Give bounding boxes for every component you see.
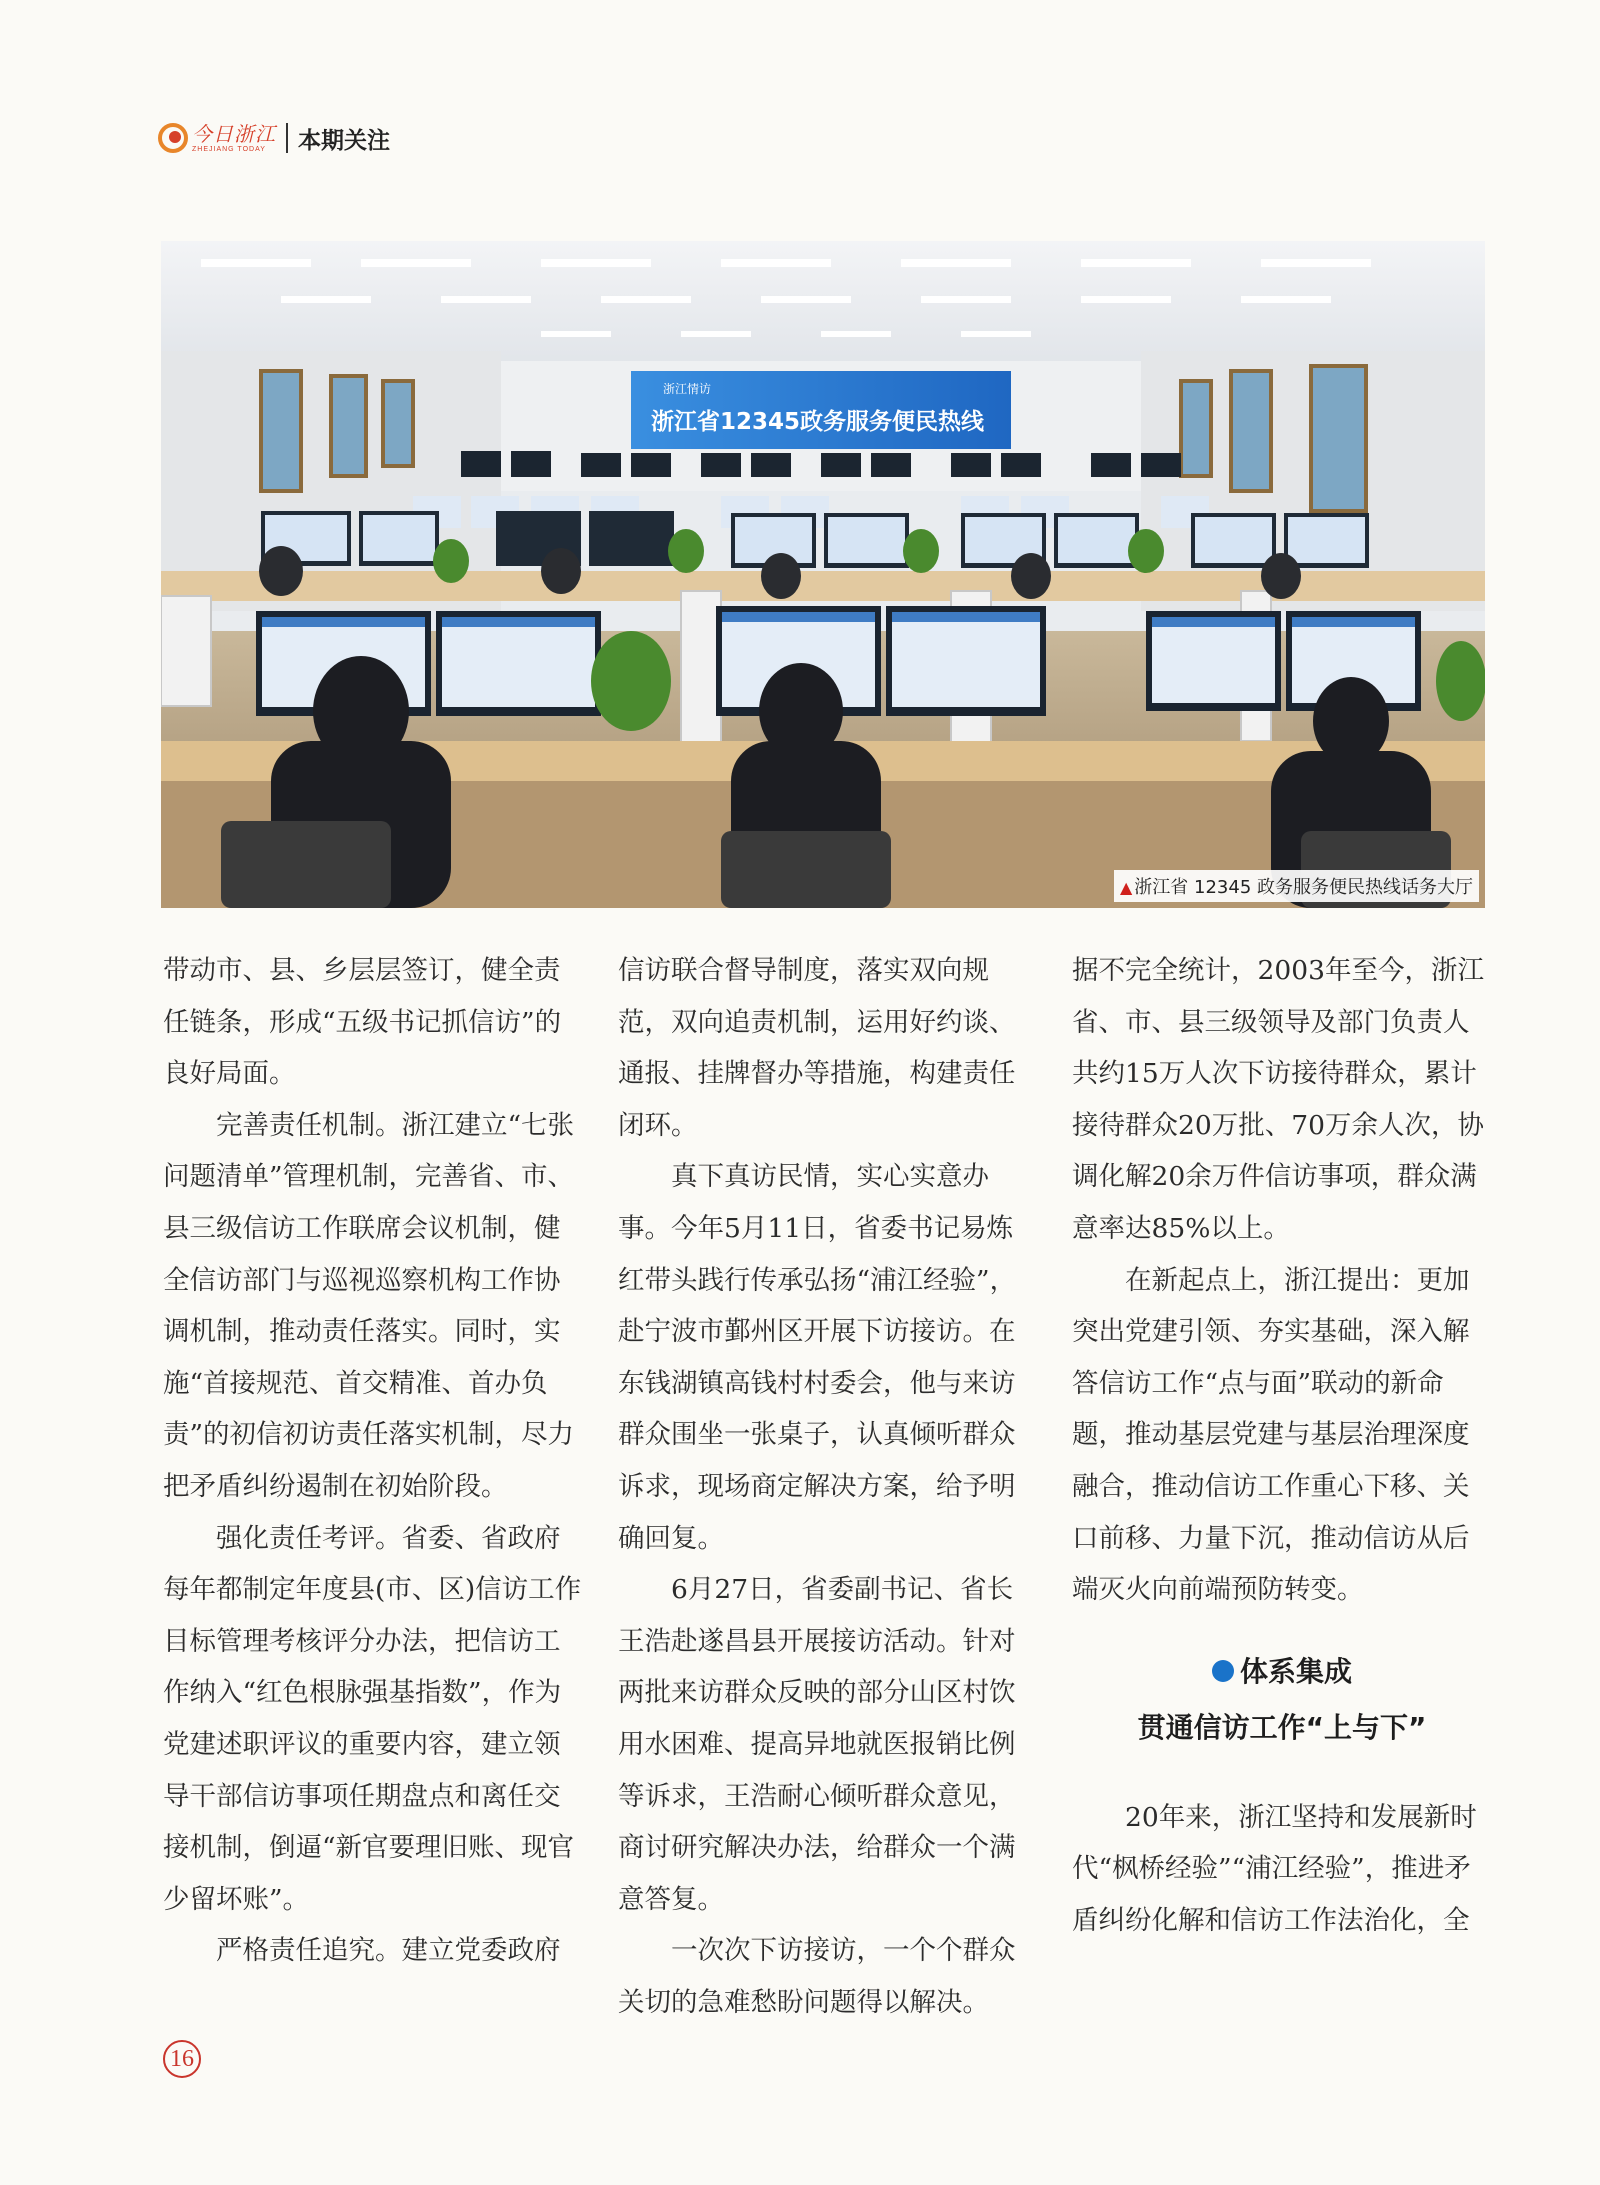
paragraph: 强化责任考评。省委、省政府每年都制定年度县(市、区)信访工作目标管理考核评分办法，把信访工作纳入“红色根脉强基指数”，作为党建述职评议的重要内容，建立领导干部信访事项任期盘点和离任交接机制，倒逼“新官要理旧账、现官少留坏账”。 xyxy=(163,1522,582,1915)
blue-bullet-icon xyxy=(1212,1660,1234,1682)
paragraph: 据不完全统计，2003年至今，浙江省、市、县三级领导及部门负责人共约15万人次下访接待群众，累计接待群众20万批、70万余人次，协调化解20余万件信访事项，群众满意率达85%以上。 xyxy=(1072,955,1484,1244)
paragraph: 带动市、县、乡层层签订，健全责任链条，形成“五级书记抓信访”的良好局面。 xyxy=(163,955,562,1090)
logo-english: ZHEJIANG TODAY xyxy=(192,145,266,153)
caption-triangle-icon: ▲ xyxy=(1119,878,1133,897)
article-column-2 xyxy=(618,945,1038,2028)
paragraph: 严格责任追究。建立党委政府 xyxy=(216,1935,561,1967)
caption-text: 浙江省 12345 政务服务便民热线话务大厅 xyxy=(1134,877,1473,898)
subheading xyxy=(1072,1644,1492,1756)
paragraph: 20年来，浙江坚持和发展新时代“枫桥经验”“浦江经验”，推进矛盾纠纷化解和信访工作法治化，全 xyxy=(1072,1801,1477,1936)
page-header xyxy=(158,118,390,158)
photo-caption xyxy=(1114,870,1479,902)
subheading-line-2: 贯通信访工作“上与下” xyxy=(1137,1710,1427,1744)
logo-chinese: 今日浙江 xyxy=(192,121,276,146)
paragraph: 真下真访民情，实心实意办事。今年5月11日，省委书记易炼红带头践行传承弘扬“浦江经验”，赴宁波市鄞州区开展下访接访。在东钱湖镇高钱村村委会，他与来访群众围坐一张桌子，认真倾听群众诉求，现场商定解决方案，给予明确回复。 xyxy=(618,1161,1017,1554)
header-divider xyxy=(286,123,288,153)
paragraph: 信访联合督导制度，落实双向规范，双向追责机制，运用好约谈、通报、挂牌督办等措施，构建责任闭环。 xyxy=(618,955,1016,1141)
paragraph: 在新起点上，浙江提出：更加突出党建引领、夯实基础，深入解答信访工作“点与面”联动的新命题，推动基层党建与基层治理深度融合，推动信访工作重心下移、关口前移、力量下沉，推动信访从后端灭火向前端预防转变。 xyxy=(1072,1264,1470,1606)
banner-text: 浙江省12345政务服务便民热线 xyxy=(651,409,985,435)
banner-small-text: 浙江情访 xyxy=(663,382,712,396)
paragraph: 一次次下访接访，一个个群众关切的急难愁盼问题得以解决。 xyxy=(618,1935,1016,2018)
section-title: 本期关注 xyxy=(298,127,390,154)
paragraph: 6月27日，省委副书记、省长王浩赴遂昌县开展接访活动。针对两批来访群众反映的部分山区村饮用水困难、提高异地就医报销比例等诉求，王浩耐心倾听群众意见，商讨研究解决办法，给群众一个满意答复。 xyxy=(618,1574,1016,1915)
logo-wordmark xyxy=(192,121,276,153)
call-center-photo xyxy=(161,241,1485,908)
call-center-illustration xyxy=(161,241,1485,908)
article-column-1 xyxy=(163,945,583,1977)
article-column-3 xyxy=(1072,945,1492,1947)
zhejiang-today-logo-icon xyxy=(158,123,188,153)
subheading-line-1: 体系集成 xyxy=(1239,1654,1352,1688)
paragraph: 完善责任机制。浙江建立“七张问题清单”管理机制，完善省、市、县三级信访工作联席会议机制，健全信访部门与巡视巡察机构工作协调机制，推动责任落实。同时，实施“首接规范、首交精准、首办负责”的初信初访责任落实机制，尽力把矛盾纠纷遏制在初始阶段。 xyxy=(163,1109,575,1502)
page-number: 16 xyxy=(163,2040,201,2078)
